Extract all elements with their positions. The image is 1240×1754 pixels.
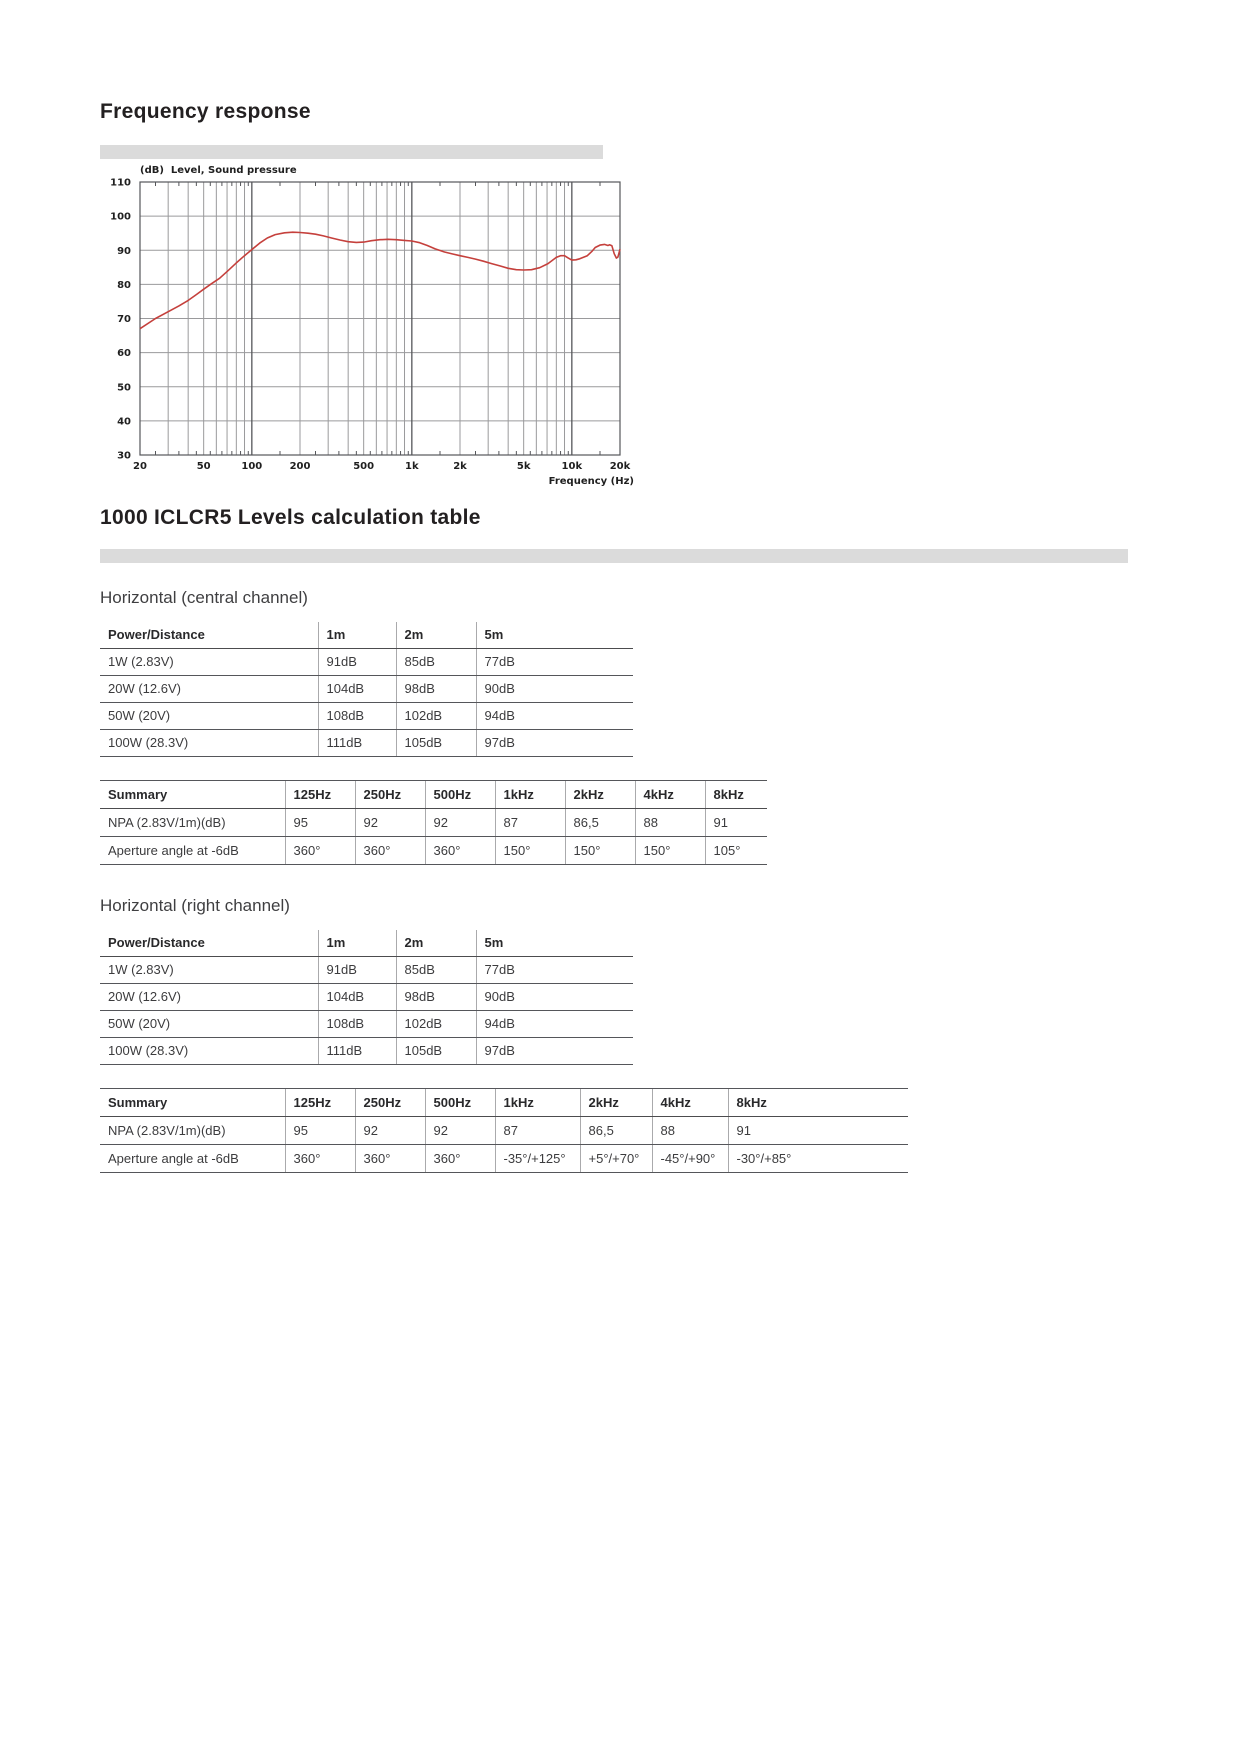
table-header-cell: Summary	[100, 1089, 285, 1117]
table-row	[100, 837, 767, 865]
table-header-cell: 8kHz	[728, 1089, 908, 1117]
table-cell: 100W (28.3V)	[100, 1038, 318, 1065]
table-header-cell: 250Hz	[355, 1089, 425, 1117]
table-cell: 50W (20V)	[100, 1011, 318, 1038]
table-cell: 104dB	[318, 984, 396, 1011]
table-header-row	[100, 930, 633, 957]
table-cell: 360°	[355, 1145, 425, 1173]
table-cell: 92	[355, 809, 425, 837]
table-cell: 91dB	[318, 649, 396, 676]
table-cell: 105dB	[396, 730, 476, 757]
table-cell: 50W (20V)	[100, 703, 318, 730]
table-header-cell: 5m	[476, 930, 633, 957]
levels-table-title: 1000 ICLCR5 Levels calculation table	[100, 506, 481, 529]
table-cell: 111dB	[318, 1038, 396, 1065]
table-row	[100, 1038, 633, 1065]
right-channel-subtitle: Horizontal (right channel)	[100, 896, 290, 915]
table-cell: 87	[495, 809, 565, 837]
table-cell: 360°	[285, 1145, 355, 1173]
table-header-cell: Power/Distance	[100, 622, 318, 649]
table-header-cell: 1kHz	[495, 781, 565, 809]
table-cell: 91dB	[318, 957, 396, 984]
frequency-response-chart	[85, 158, 665, 498]
right-summary-table	[100, 1088, 908, 1173]
table-cell: 92	[355, 1117, 425, 1145]
svg-text:Frequency (Hz): Frequency (Hz)	[548, 476, 634, 487]
table-header-cell: 125Hz	[285, 781, 355, 809]
table-cell: 360°	[285, 837, 355, 865]
table-cell: 105°	[705, 837, 767, 865]
central-channel-subtitle: Horizontal (central channel)	[100, 588, 308, 607]
table-cell: 90dB	[476, 676, 633, 703]
table-header-row	[100, 1089, 908, 1117]
table-cell: 108dB	[318, 703, 396, 730]
svg-text:20: 20	[133, 461, 147, 472]
table-cell: -35°/+125°	[495, 1145, 580, 1173]
table-cell: 88	[652, 1117, 728, 1145]
svg-text:200: 200	[289, 461, 311, 472]
table-cell: 150°	[495, 837, 565, 865]
table-cell: NPA (2.83V/1m)(dB)	[100, 1117, 285, 1145]
table-row	[100, 1117, 908, 1145]
table-cell: 360°	[425, 1145, 495, 1173]
table-cell: Aperture angle at -6dB	[100, 1145, 285, 1173]
table-row	[100, 984, 633, 1011]
table-cell: 108dB	[318, 1011, 396, 1038]
table-row	[100, 649, 633, 676]
table-header-cell: 4kHz	[635, 781, 705, 809]
svg-text:1k: 1k	[405, 461, 419, 472]
table-cell: 92	[425, 1117, 495, 1145]
table-row	[100, 1145, 908, 1173]
table-cell: -45°/+90°	[652, 1145, 728, 1173]
table-cell: 85dB	[396, 649, 476, 676]
table-cell: 94dB	[476, 703, 633, 730]
table-cell: 150°	[635, 837, 705, 865]
table-cell: 77dB	[476, 649, 633, 676]
svg-text:50: 50	[117, 382, 131, 394]
svg-text:2k: 2k	[453, 461, 467, 472]
svg-text:(dB) Level, Sound pressure: (dB) Level, Sound pressure	[140, 165, 297, 176]
table-cell: +5°/+70°	[580, 1145, 652, 1173]
svg-text:5k: 5k	[516, 461, 531, 472]
table-header-cell: 4kHz	[652, 1089, 728, 1117]
svg-text:40: 40	[117, 416, 131, 428]
table-cell: 102dB	[396, 703, 476, 730]
table-header-row	[100, 622, 633, 649]
table-cell: 1W (2.83V)	[100, 649, 318, 676]
table-header-cell: 250Hz	[355, 781, 425, 809]
table-cell: 104dB	[318, 676, 396, 703]
table-cell: 20W (12.6V)	[100, 676, 318, 703]
table-row	[100, 703, 633, 730]
svg-text:70: 70	[117, 314, 131, 325]
table-cell: -30°/+85°	[728, 1145, 908, 1173]
table-header-cell: 2kHz	[580, 1089, 652, 1117]
svg-text:100: 100	[110, 211, 131, 223]
table-cell: 95	[285, 809, 355, 837]
table-cell: 87	[495, 1117, 580, 1145]
table-cell: 94dB	[476, 1011, 633, 1038]
table-cell: 150°	[565, 837, 635, 865]
table-header-cell: 1m	[318, 622, 396, 649]
table-cell: 91	[705, 809, 767, 837]
table-header-cell: 5m	[476, 622, 633, 649]
table-cell: 77dB	[476, 957, 633, 984]
table-header-cell: 125Hz	[285, 1089, 355, 1117]
table-header-cell: 1kHz	[495, 1089, 580, 1117]
frequency-response-title: Frequency response	[100, 100, 311, 123]
table-cell: 90dB	[476, 984, 633, 1011]
table-header-cell: 2kHz	[565, 781, 635, 809]
table-header-row	[100, 781, 767, 809]
svg-text:110: 110	[110, 177, 131, 189]
svg-text:90: 90	[117, 245, 131, 257]
table-row	[100, 809, 767, 837]
table-row	[100, 1011, 633, 1038]
table-cell: 88	[635, 809, 705, 837]
table-cell: 91	[728, 1117, 908, 1145]
table-header-cell: Summary	[100, 781, 285, 809]
table-header-cell: 2m	[396, 622, 476, 649]
svg-text:30: 30	[117, 450, 131, 462]
table-header-cell: 500Hz	[425, 1089, 495, 1117]
table-cell: 95	[285, 1117, 355, 1145]
table-cell: 102dB	[396, 1011, 476, 1038]
table-cell: 86,5	[580, 1117, 652, 1145]
table-cell: 360°	[425, 837, 495, 865]
right-power-table	[100, 930, 633, 1065]
central-summary-table	[100, 780, 767, 865]
table-cell: Aperture angle at -6dB	[100, 837, 285, 865]
table-cell: NPA (2.83V/1m)(dB)	[100, 809, 285, 837]
table-header-cell: Power/Distance	[100, 930, 318, 957]
table-row	[100, 957, 633, 984]
chart-canvas	[85, 158, 665, 498]
table-header-cell: 500Hz	[425, 781, 495, 809]
svg-text:20k: 20k	[609, 461, 631, 472]
table-cell: 85dB	[396, 957, 476, 984]
section-underline-bar	[100, 549, 1128, 563]
table-header-cell: 2m	[396, 930, 476, 957]
svg-text:10k: 10k	[561, 461, 583, 472]
table-cell: 100W (28.3V)	[100, 730, 318, 757]
table-cell: 97dB	[476, 730, 633, 757]
table-cell: 360°	[355, 837, 425, 865]
svg-text:100: 100	[241, 461, 263, 472]
table-cell: 105dB	[396, 1038, 476, 1065]
table-cell: 1W (2.83V)	[100, 957, 318, 984]
table-cell: 98dB	[396, 676, 476, 703]
svg-text:50: 50	[196, 461, 211, 472]
table-cell: 97dB	[476, 1038, 633, 1065]
section-underline-bar	[100, 145, 603, 159]
table-row	[100, 730, 633, 757]
svg-text:500: 500	[353, 461, 375, 472]
svg-text:60: 60	[117, 348, 131, 360]
table-row	[100, 676, 633, 703]
table-cell: 20W (12.6V)	[100, 984, 318, 1011]
table-header-cell: 8kHz	[705, 781, 767, 809]
table-header-cell: 1m	[318, 930, 396, 957]
central-power-table	[100, 622, 633, 757]
table-cell: 111dB	[318, 730, 396, 757]
svg-text:80: 80	[117, 279, 131, 291]
table-cell: 86,5	[565, 809, 635, 837]
table-cell: 92	[425, 809, 495, 837]
table-cell: 98dB	[396, 984, 476, 1011]
